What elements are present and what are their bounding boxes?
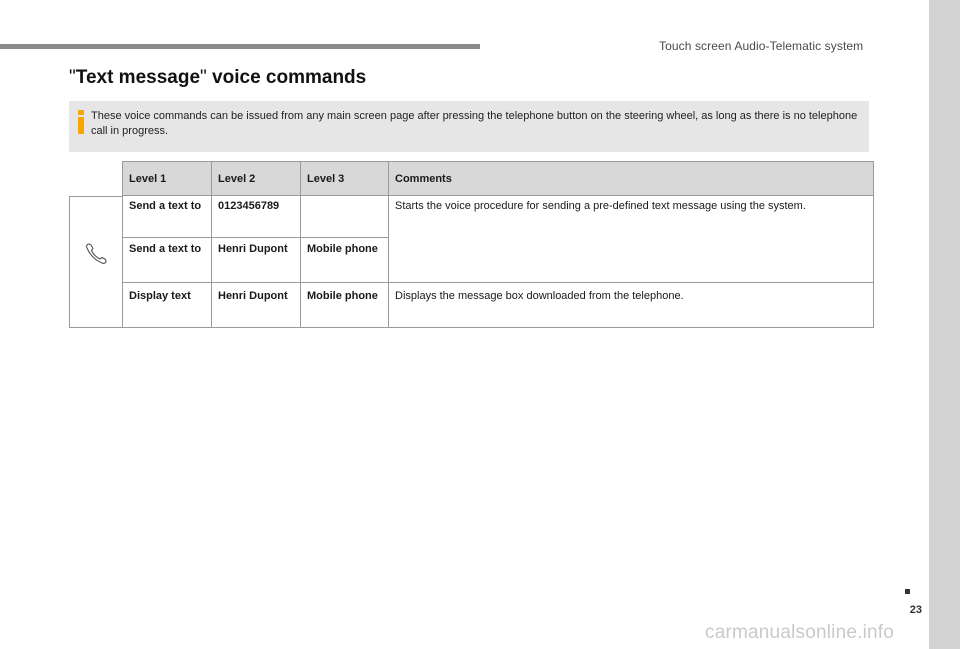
table-row-1-level-2: 0123456789 [218, 200, 280, 212]
header-level-2: Level 2 [218, 173, 256, 185]
info-text: These voice commands can be issued from any main screen page after pressing the telephone button on the steering wheel, as long as there is no telephone call in progress. [91, 110, 858, 137]
row-divider-2 [122, 282, 874, 283]
row-divider-1 [122, 237, 388, 238]
info-icon [77, 110, 85, 134]
telephone-handset-icon [84, 241, 110, 267]
title-bold: Text message [75, 67, 201, 88]
icon-column [69, 196, 123, 328]
voice-command-table [69, 161, 874, 328]
table-right-border [873, 196, 874, 328]
header-rule [0, 44, 480, 49]
col-divider-3 [388, 161, 389, 328]
page-edge-strip [929, 0, 960, 649]
table-row-3-comment: Displays the message box downloaded from the telephone. [395, 290, 684, 302]
table-row-2-level-3: Mobile phone [307, 243, 378, 255]
title-open-quote: " [69, 67, 76, 88]
header-comments: Comments [395, 173, 452, 185]
header-level-1: Level 1 [129, 173, 167, 185]
table-row-1-comment: Starts the voice procedure for sending a pre-defined text message using the system. [395, 200, 806, 212]
table-row-1-level-1: Send a text to [129, 200, 202, 212]
table-row-2-level-2: Henri Dupont [218, 243, 288, 255]
info-box [69, 101, 869, 152]
page-title [69, 67, 366, 89]
table-row-3-level-1: Display text [129, 290, 191, 302]
table-row-2-level-1: Send a text to [129, 243, 202, 255]
table-row-3-level-3: Mobile phone [307, 290, 378, 302]
table-bottom-border [122, 327, 874, 328]
page-marker [905, 589, 910, 594]
table-row-3-level-2: Henri Dupont [218, 290, 288, 302]
col-divider-2 [300, 161, 301, 328]
page-number: 23 [909, 604, 922, 616]
watermark: carmanualsonline.info [705, 622, 895, 643]
title-close-quote: " [200, 67, 207, 88]
col-divider-0 [122, 196, 123, 328]
section-title: Touch screen Audio-Telematic system [659, 39, 864, 53]
col-divider-1 [211, 161, 212, 328]
header-level-3: Level 3 [307, 173, 345, 185]
title-rest: voice commands [206, 67, 367, 88]
